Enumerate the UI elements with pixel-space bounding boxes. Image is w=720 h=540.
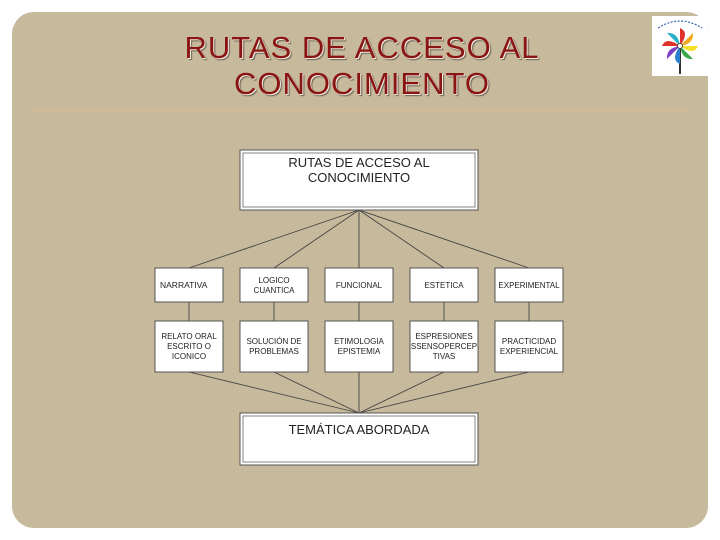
connector-bottom-0: [189, 372, 359, 413]
detail-label-2: EPISTEMIA: [337, 347, 381, 356]
connector-bottom-1: [274, 372, 359, 413]
root-box-label: RUTAS DE ACCESO AL: [288, 155, 430, 170]
root-box-label: CONOCIMIENTO: [307, 170, 411, 185]
route-label-1: LOGICO: [258, 276, 290, 285]
route-label-0: NARRATIVA: [160, 280, 208, 290]
connector-root-3: [359, 210, 444, 268]
route-label-4: EXPERIMENTAL: [498, 281, 560, 290]
connector-root-0: [189, 210, 359, 268]
route-label-3: ESTETICA: [424, 281, 464, 290]
detail-label-1: PROBLEMAS: [249, 347, 299, 356]
bottom-box-label: TEMÁTICA ABORDADA: [288, 422, 430, 437]
connector-root-1: [274, 210, 359, 268]
route-label-2: FUNCIONAL: [335, 281, 383, 290]
detail-label-0: RELATO ORAL: [161, 332, 217, 341]
detail-label-0: ICONICO: [171, 352, 207, 361]
detail-label-4: EXPERIENCIAL: [499, 347, 559, 356]
slide-title: RUTAS DE ACCESO AL CONOCIMIENTO: [184, 30, 540, 101]
detail-label-2: ETIMOLOGIA: [334, 337, 384, 346]
connector-bottom-3: [359, 372, 444, 413]
detail-label-3: ESPRESIONES: [415, 332, 473, 341]
detail-label-3: TIVAS: [432, 352, 456, 361]
connector-root-4: [359, 210, 529, 268]
route-box-1: [240, 268, 308, 302]
connector-bottom-4: [359, 372, 529, 413]
detail-label-3: SSENSOPERCEP: [410, 342, 478, 351]
detail-label-0: ESCRITO O: [167, 342, 211, 351]
detail-label-4: PRACTICIDAD: [501, 337, 557, 346]
detail-label-1: SOLUCIÓN DE: [246, 337, 302, 346]
bottom-box: [240, 413, 478, 465]
route-label-1: CUANTICA: [253, 286, 295, 295]
